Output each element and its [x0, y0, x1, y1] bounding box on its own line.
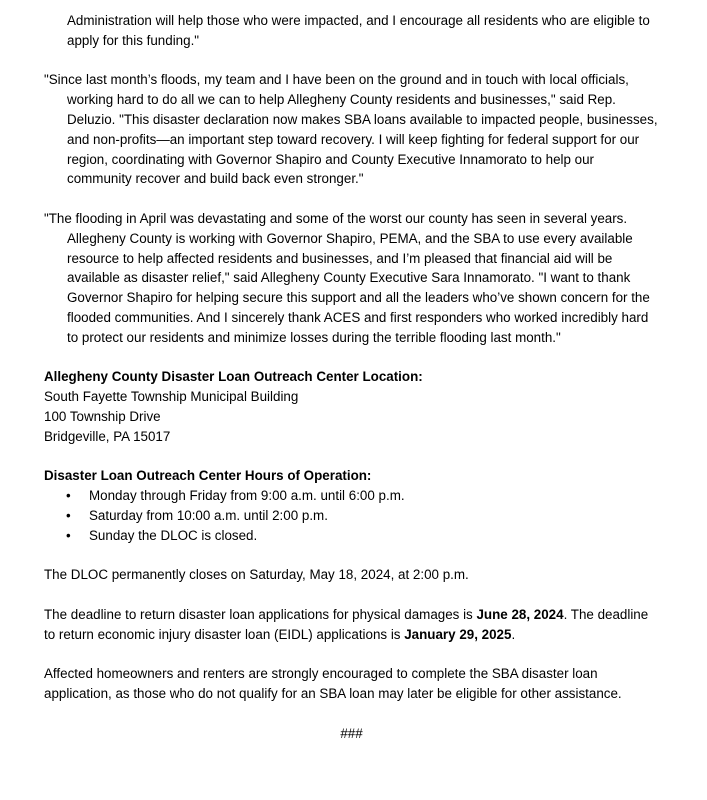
hours-item-text: Monday through Friday from 9:00 a.m. until 6:00 p.m. [89, 488, 405, 504]
deadline-text-2: . The deadline to return economic injury disaster loan (EIDL) applications is [44, 606, 649, 642]
location-street: 100 Township Drive [44, 408, 161, 424]
encouragement-paragraph: Affected homeowners and renters are strongly encouraged to complete the SBA disaster loan application, as those who do not qualify for an SBA loan may later be eligible for other assistance. [44, 666, 622, 702]
hours-heading: Disaster Loan Outreach Center Hours of Operation: [44, 468, 372, 484]
list-item [44, 486, 659, 506]
quote-innamorato: "The flooding in April was devastating and some of the worst our county has seen in several years. Allegheny County is working with Governor Shapiro, PEMA, and the SBA to use every available resource to help affected residents and businesses, and I’m pleased that financial aid will be available as disaster relief," said Allegheny County Executive Sara Innamorato. "I want to thank Governor Shapiro for helping secure this support and all the leaders who’ve shown concern for the flooded communities. And I sincerely thank ACES and first responders who worked incredibly hard to protect our residents and minimize losses during the terrible flooding last month." [44, 210, 650, 345]
hours-item-text: Sunday the DLOC is closed. [89, 527, 258, 543]
deadline-text-3: . [511, 626, 516, 642]
location-city: Bridgeville, PA 15017 [44, 428, 171, 444]
document-page [44, 11, 659, 743]
hours-block [44, 466, 659, 545]
location-heading: Allegheny County Disaster Loan Outreach Center Location: [44, 369, 423, 385]
quote-continuation: Administration will help those who were impacted, and I encourage all residents who are eligible to apply for this funding." [67, 13, 650, 48]
deadline-text-1: The deadline to return disaster loan applications for physical damages is [44, 606, 477, 622]
end-mark: ### [340, 725, 363, 741]
hours-item-text: Saturday from 10:00 a.m. until 2:00 p.m. [89, 507, 328, 523]
bullet-icon: • [66, 527, 71, 543]
quote-deluzio: "Since last month’s floods, my team and I have been on the ground and in touch with local officials, working hard to do all we can to help Allegheny County residents and businesses," said Rep. Deluzio. "This disaster declaration now makes SBA loans available to impacted people, businesses, and non-profits—an important step toward recovery. I will keep fighting for federal support for our region, coordinating with Governor Shapiro and County Executive Innamorato to help our community recover and build back even stronger." [44, 72, 658, 187]
closing-notice: The DLOC permanently closes on Saturday, May 18, 2024, at 2:00 p.m. [44, 567, 469, 583]
location-block [44, 367, 659, 446]
deadline-date-physical: June 28, 2024 [476, 606, 564, 622]
bullet-icon: • [66, 488, 71, 504]
hours-list [44, 486, 659, 545]
deadline-notice [44, 605, 659, 645]
list-item [44, 526, 659, 546]
bullet-icon: • [66, 507, 71, 523]
deadline-date-eidl: January 29, 2025 [404, 626, 512, 642]
list-item [44, 506, 659, 526]
location-building: South Fayette Township Municipal Building [44, 389, 299, 405]
